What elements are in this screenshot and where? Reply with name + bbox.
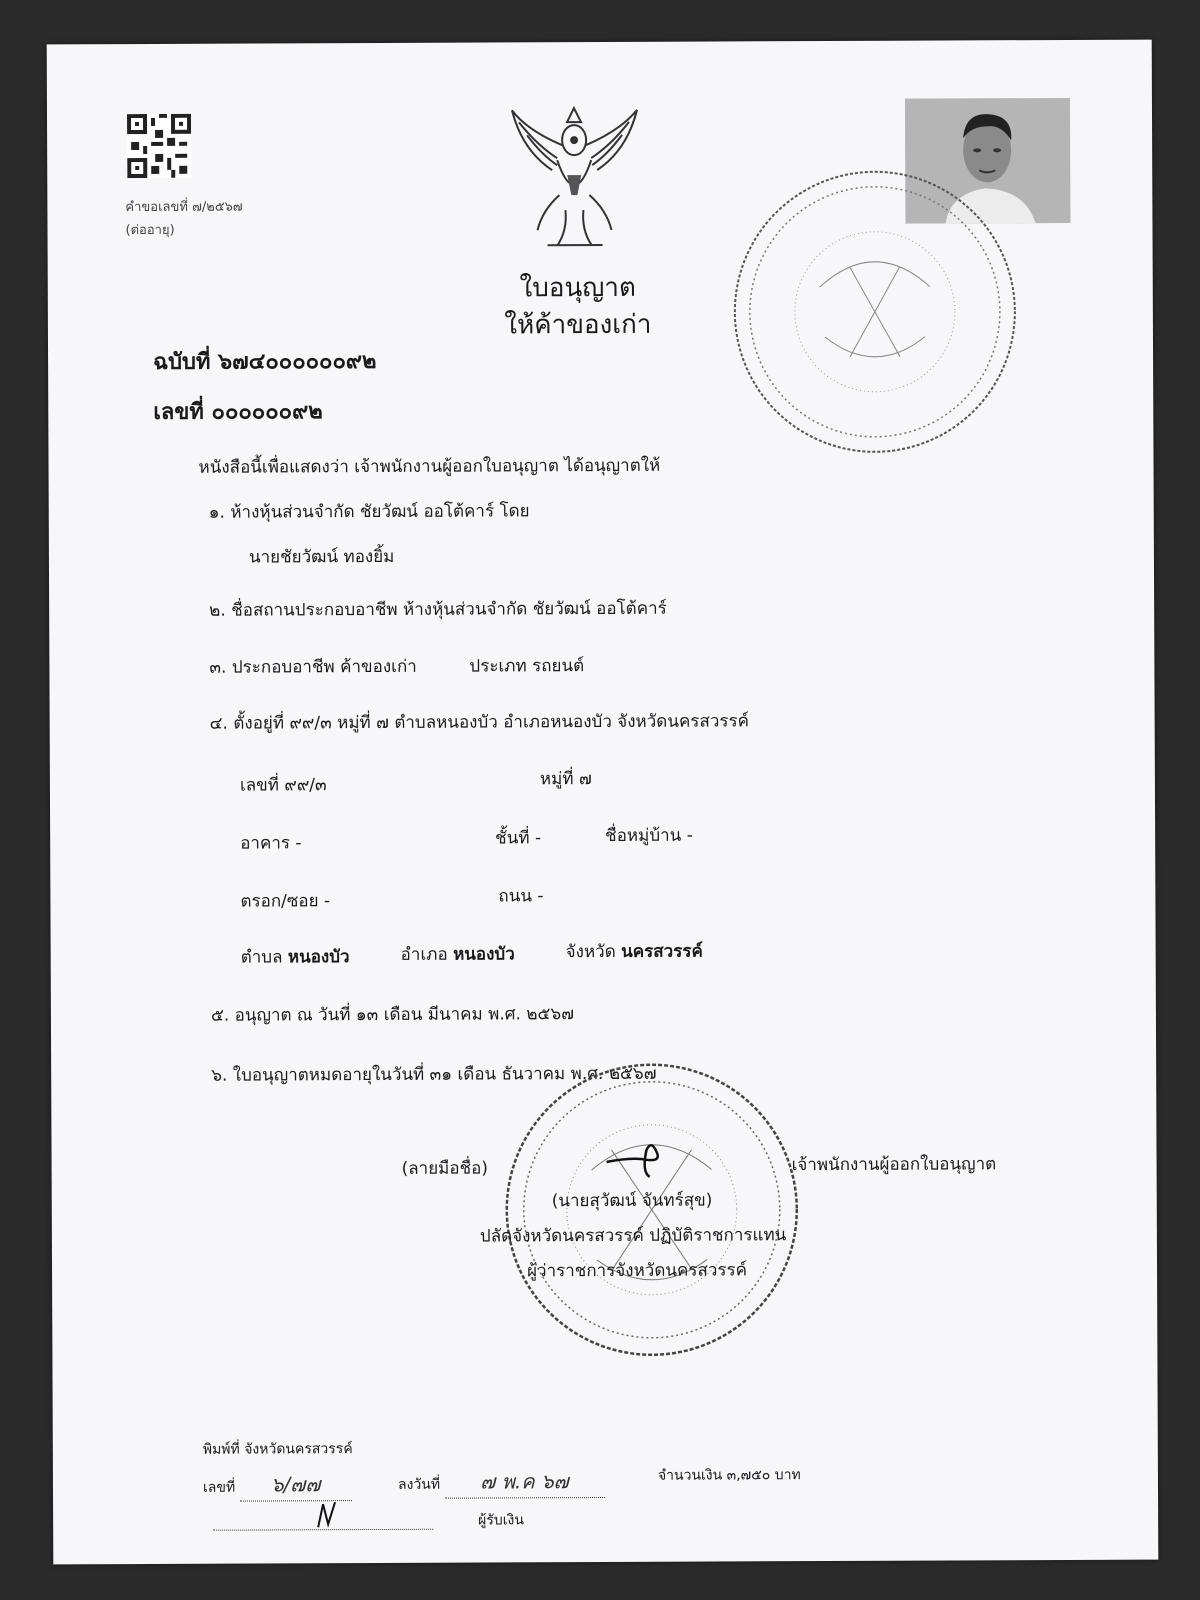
printed-at: พิมพ์ที่ จังหวัดนครสวรรค์ (202, 1441, 353, 1458)
garuda-emblem-icon (507, 100, 643, 251)
signatory-position-2: ผู้ว่าราชการจังหวัดนครสวรรค์ (527, 1260, 748, 1282)
address-moo: หมู่ที่ ๗ (539, 769, 592, 790)
license-number: เลขที่ ๐๐๐๐๐๐๙๒ (153, 399, 323, 425)
address-soi: ตรอก/ซอย - (240, 891, 331, 912)
signature-label: (ลายมือชื่อ) (401, 1158, 489, 1179)
signatory-name: (นายสุวัฒน์ จันทร์สุข) (551, 1190, 713, 1212)
fee-amount: จำนวนเงิน ๓,๗๕๐ บาท (657, 1467, 801, 1484)
address-number: เลขที่ ๙๙/๓ (239, 775, 327, 796)
item-2: ๒. ชื่อสถานประกอบอาชีพ ห้างหุ้นส่วนจำกัด ชัยวัฒน์ ออโต้คาร์ (209, 598, 667, 621)
receipt-number-handwritten: ๖/๗๗ (270, 1472, 321, 1497)
address-road: ถนน - (498, 886, 544, 907)
address-province (566, 938, 703, 966)
receipt-number-label: เลขที่ (202, 1479, 236, 1496)
intro-text: หนังสือนี้เพื่อแสดงว่า เจ้าพนักงานผู้ออกใบอนุญาต ได้อนุญาตให้ (198, 455, 661, 478)
license-subtitle: ให้ค้าของเก่า (504, 309, 652, 341)
receipt-number-row (203, 1468, 352, 1502)
item-4: ๔. ตั้งอยู่ที่ ๙๙/๓ หมู่ที่ ๗ ตำบลหนองบัว อำเภอหนองบัว จังหวัดนครสวรรค์ (209, 711, 750, 734)
receipt-date-label: ลงวันที่ (397, 1476, 441, 1493)
signatory-position-1: ปลัดจังหวัดนครสวรรค์ ปฏิบัติราชการแทน (479, 1225, 787, 1247)
item-1-representative: นายชัยวัฒน์ ทองยิ้ม (248, 546, 395, 568)
receiver-signature-line (213, 1513, 433, 1531)
receipt-date-handwritten: ๗ พ.ค ๖๗ (480, 1469, 569, 1494)
address-village: ชื่อหมู่บ้าน - (605, 825, 693, 846)
receiver-label: ผู้รับเงิน (478, 1512, 524, 1529)
signatory-role: เจ้าพนักงานผู้ออกใบอนุญาต (791, 1154, 997, 1176)
request-type: (ต่ออายุ) (125, 222, 175, 239)
official-seal-top (729, 166, 1020, 457)
receipt-date-field (444, 1465, 604, 1499)
address-amphoe (401, 940, 515, 967)
address-building: อาคาร - (240, 833, 302, 854)
item-1: ๑. ห้างหุ้นส่วนจำกัด ชัยวัฒน์ ออโต้คาร์ โดย (208, 501, 530, 523)
license-document (47, 40, 1159, 1565)
tambon-value: หนองบัว (287, 947, 350, 968)
address-tambon (241, 943, 350, 970)
request-number: คำขอเลขที่ ๗/๒๕๖๗ (125, 199, 243, 216)
qr-code-icon (127, 114, 191, 178)
amphoe-label: อำเภอ (400, 944, 448, 965)
copy-number: ฉบับที่ ๖๗๔๐๐๐๐๐๐๙๒ (153, 348, 377, 375)
item-3-type: ประเภท รถยนต์ (469, 656, 585, 677)
receipt-date-row (398, 1465, 605, 1499)
item-3-occupation: ๓. ประกอบอาชีพ ค้าของเก่า (209, 656, 417, 678)
license-title: ใบอนุญาต (519, 272, 636, 304)
province-value: นครสวรรค์ (621, 941, 703, 962)
address-floor: ชั้นที่ - (495, 828, 542, 849)
tambon-label: ตำบล (240, 947, 283, 968)
province-label: จังหวัด (565, 941, 616, 963)
amphoe-value: หนองบัว (453, 944, 515, 965)
item-6-expiry-date: ๖. ใบอนุญาตหมดอายุในวันที่ ๓๑ เดือน ธันวาคม พ.ศ. ๒๕๖๗ (211, 1063, 657, 1086)
receipt-number-field (240, 1468, 352, 1501)
receiver-signature-mark (313, 1499, 343, 1529)
signature-mark (601, 1132, 671, 1182)
item-5-issue-date: ๕. อนุญาต ณ วันที่ ๑๓ เดือน มีนาคม พ.ศ. ๒๕๖๗ (210, 1004, 575, 1026)
